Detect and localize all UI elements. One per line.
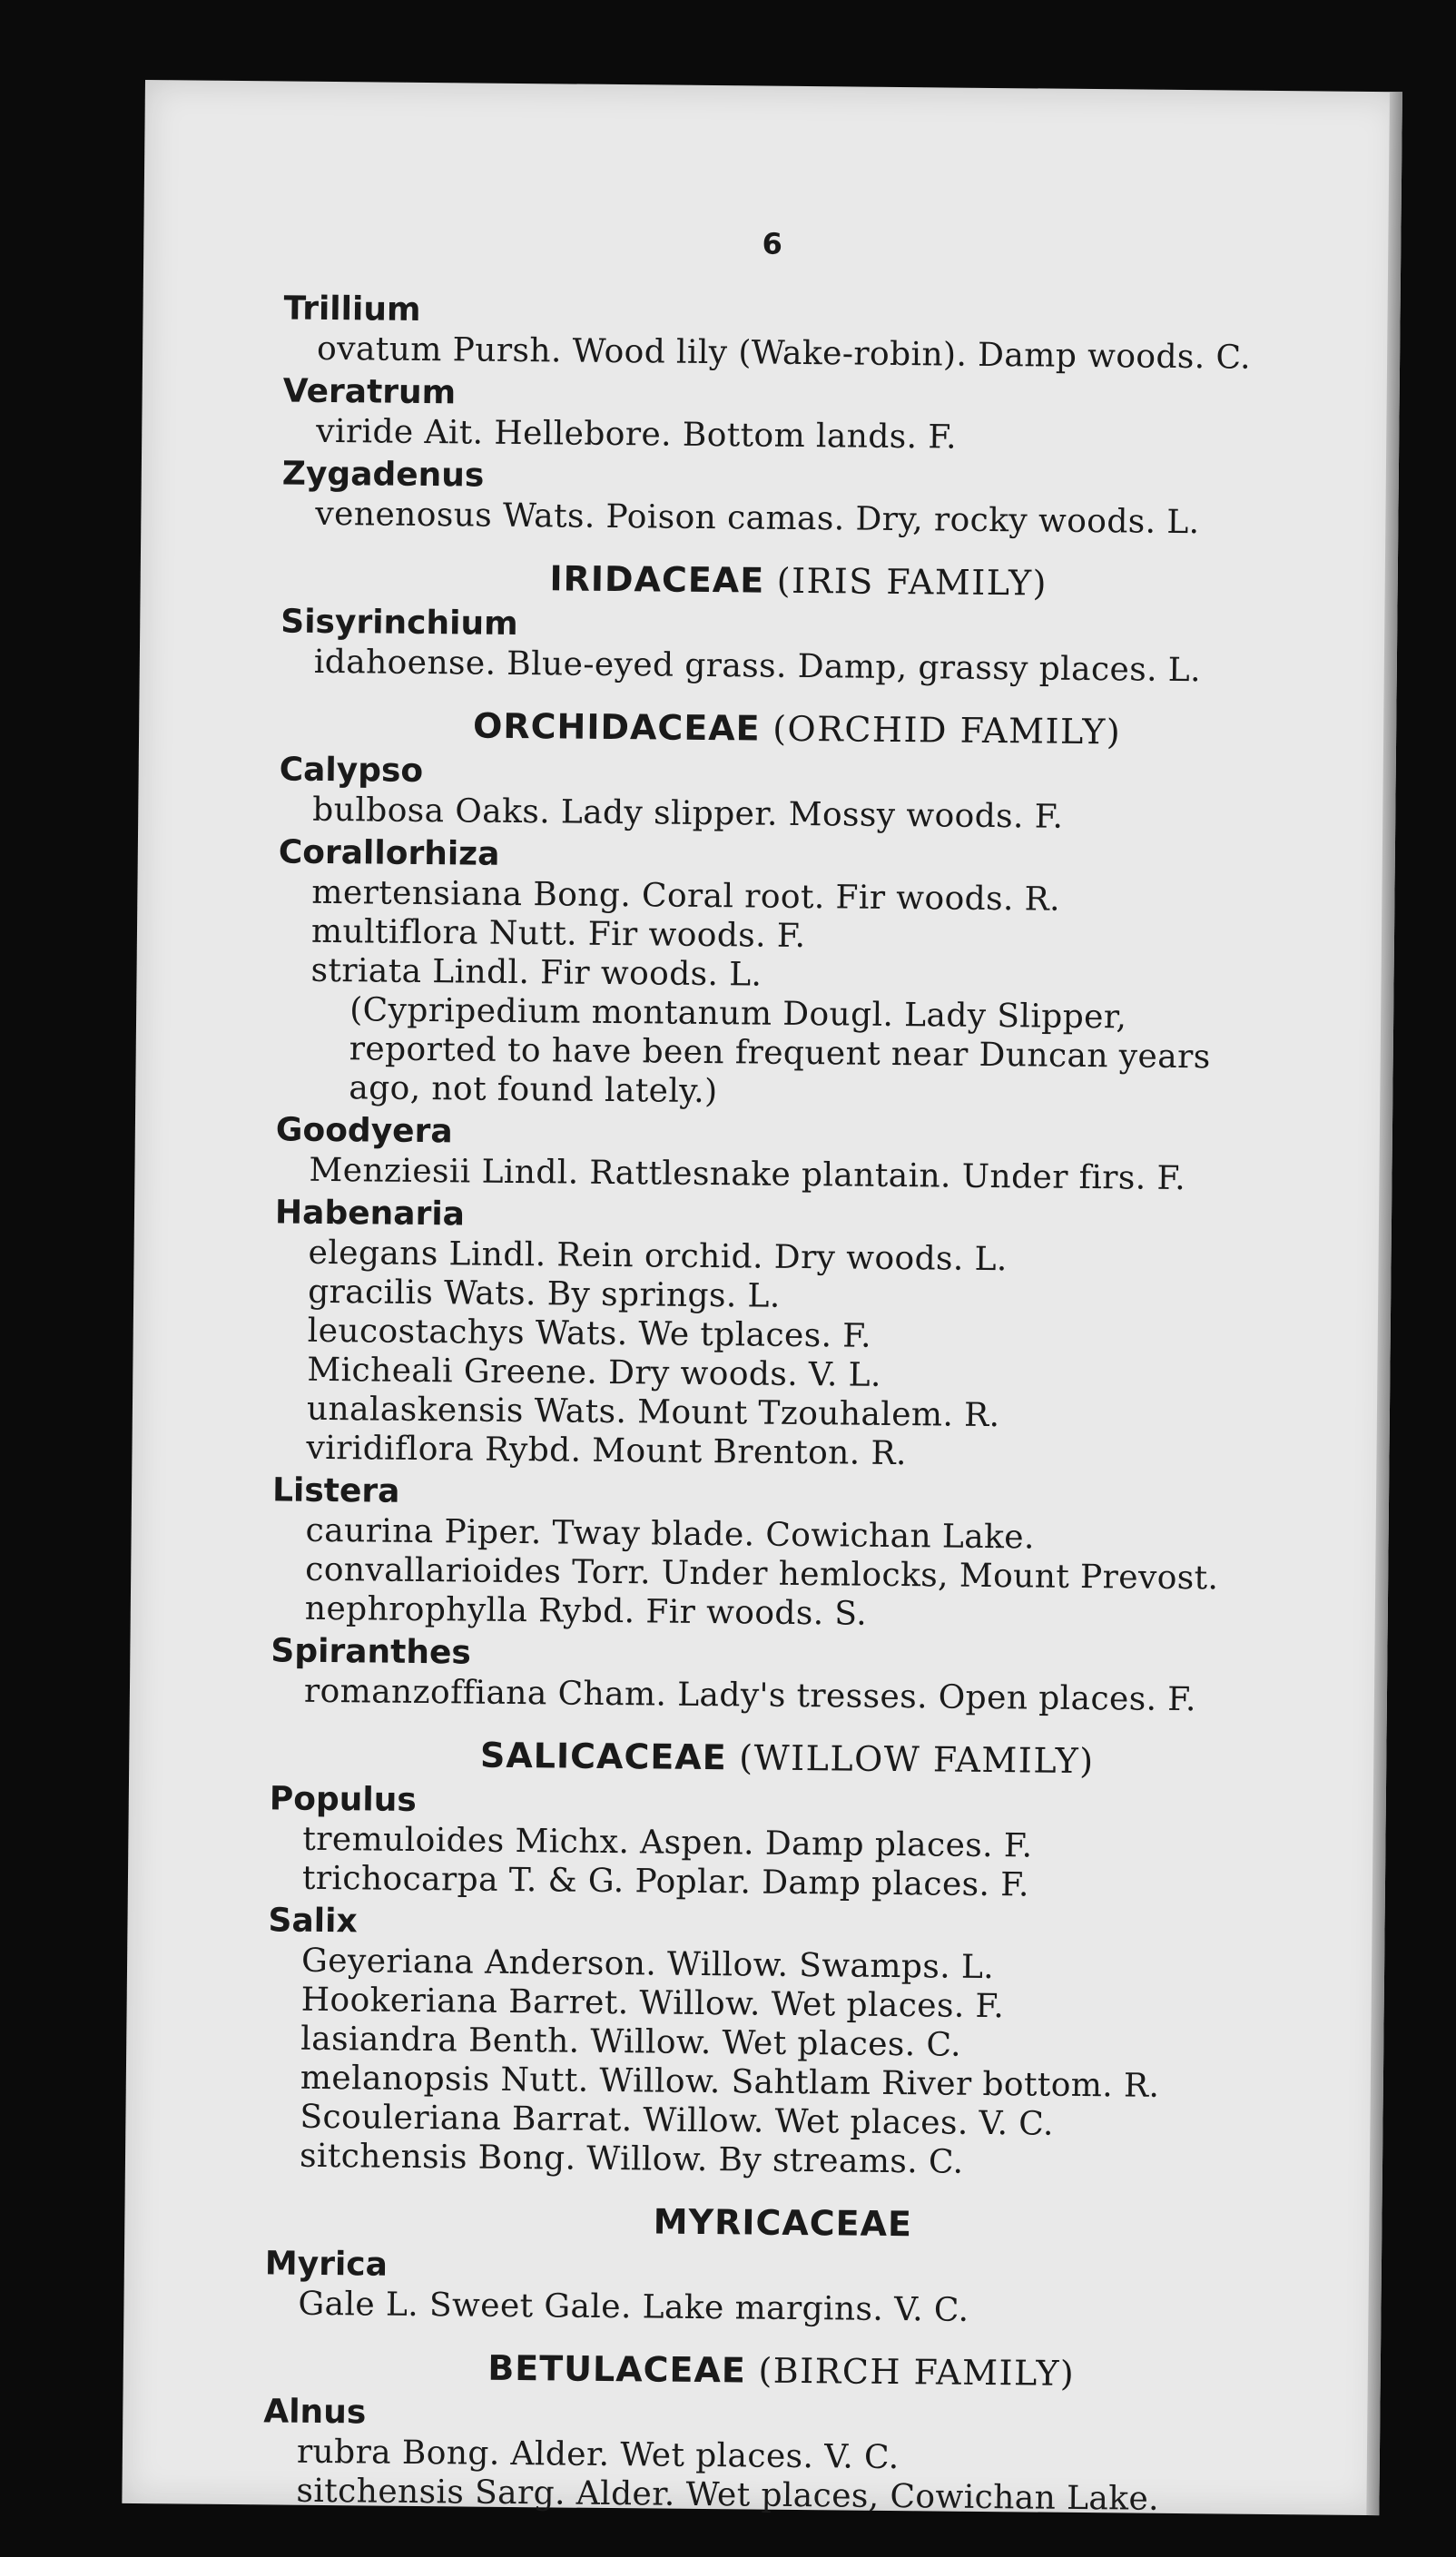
species-entry: nephrophylla Rybd. Fir woods. S. — [304, 1589, 868, 1633]
plant-list — [262, 285, 1318, 2520]
family-name: IRIDACEAE — [549, 558, 765, 601]
species-entry: Gale L. Sweet Gale. Lake margins. V. C. — [298, 2285, 969, 2329]
species-entry: Scouleriana Barrat. Willow. Wet places. V. C. — [300, 2098, 1054, 2143]
family-heading — [270, 1732, 1304, 1784]
species-entry: sitchensis Bong. Willow. By streams. C. — [299, 2137, 964, 2181]
family-name: BETULACEAE — [487, 2347, 747, 2391]
species-entry: caurina Piper. Tway blade. Cowichan Lake. — [305, 1511, 1036, 1557]
species-entry: ovatum Pursh. Wood lily (Wake-robin). Damp woods. C. — [316, 329, 1252, 377]
page-edge — [1366, 92, 1402, 2515]
species-entry: bulbosa Oaks. Lady slipper. Mossy woods. F. — [312, 791, 1064, 836]
genus-heading: Sisyrinchium — [280, 603, 518, 643]
family-common-name: (WILLOW FAMILY) — [739, 1737, 1095, 1782]
note-entry: (Cypripedium montanum Dougl. Lady Slipper, reported to have been frequent near Duncan years ago, not found lately.) — [349, 991, 1211, 1111]
family-heading — [280, 703, 1314, 754]
species-entry: Micheali Greene. Dry woods. V. L. — [307, 1351, 882, 1394]
genus-heading: Myrica — [264, 2245, 389, 2284]
species-entry: mertensiana Bong. Coral root. Fir woods. R. — [311, 873, 1061, 919]
species-entry: lasiandra Benth. Willow. Wet places. C. — [300, 2020, 962, 2064]
genus-heading: Corallorhiza — [278, 833, 500, 873]
page-number: 6 — [762, 226, 783, 261]
species-entry: multiflora Nutt. Fir woods. F. — [310, 912, 806, 956]
species-entry: Hookeriana Barret. Willow. Wet places. F. — [300, 1981, 1005, 2026]
genus-heading: Calypso — [279, 751, 424, 790]
page-content — [145, 80, 1402, 2518]
genus-heading: Zygadenus — [281, 455, 485, 495]
species-entry: idahoense. Blue-eyed grass. Damp, grassy places. L. — [313, 643, 1202, 690]
species-entry: unalaskensis Wats. Mount Tzouhalem. R. — [306, 1390, 1000, 1435]
species-entry: trichocarpa T. & G. Poplar. Damp places. F. — [301, 1859, 1030, 1904]
species-entry: gracilis Wats. By springs. L. — [307, 1273, 781, 1315]
species-entry: leucostachys Wats. We tplaces. F. — [307, 1312, 872, 1355]
genus-heading: Goodyera — [275, 1111, 453, 1151]
family-heading — [264, 2345, 1299, 2396]
species-entry: Geyeriana Anderson. Willow. Swamps. L. — [300, 1942, 995, 1987]
genus-heading: Spiranthes — [271, 1632, 471, 1672]
species-entry: venenosus Wats. Poison camas. Dry, rocky woods. L. — [315, 495, 1200, 542]
family-name: SALICACEAE — [479, 1735, 727, 1778]
genus-heading: Alnus — [263, 2393, 367, 2432]
species-entry: viridiflora Rybd. Mount Brenton. R. — [306, 1429, 907, 1473]
species-entry: sitchensis Sarg. Alder. Wet places, Cowichan Lake. — [296, 2472, 1160, 2518]
family-heading — [281, 555, 1316, 606]
genus-heading: Listera — [271, 1471, 400, 1510]
genus-heading: Salix — [268, 1902, 358, 1941]
family-name: ORCHIDACEAE — [472, 705, 761, 749]
species-entry: Menziesii Lindl. Rattlesnake plantain. Under firs. F. — [309, 1151, 1186, 1198]
species-entry: convallarioides Torr. Under hemlocks, Mount Prevost. — [305, 1550, 1219, 1598]
species-entry: viride Ait. Hellebore. Bottom lands. F. — [316, 412, 958, 457]
species-entry: striata Lindl. Fir woods. L. — [310, 951, 762, 994]
genus-heading: Veratrum — [282, 372, 457, 412]
genus-heading: Trillium — [283, 290, 421, 329]
genus-heading: Populus — [269, 1780, 417, 1819]
species-entry: elegans Lindl. Rein orchid. Dry woods. L. — [308, 1234, 1008, 1279]
genus-heading: Habenaria — [274, 1194, 466, 1234]
species-entry: melanopsis Nutt. Willow. Sahtlam River bottom. R. — [300, 2059, 1160, 2105]
family-common-name: (ORCHID FAMILY) — [772, 708, 1122, 752]
species-entry: rubra Bong. Alder. Wet places. V. C. — [296, 2433, 900, 2477]
family-common-name: (IRIS FAMILY) — [776, 560, 1048, 604]
family-heading — [265, 2197, 1300, 2248]
species-entry: romanzoffiana Cham. Lady's tresses. Open places. F. — [303, 1672, 1197, 1719]
document-page — [122, 80, 1402, 2518]
family-common-name: (BIRCH FAMILY) — [758, 2350, 1076, 2394]
species-entry: tremuloides Michx. Aspen. Damp places. F. — [302, 1820, 1033, 1865]
family-name: MYRICACEAE — [653, 2201, 913, 2245]
